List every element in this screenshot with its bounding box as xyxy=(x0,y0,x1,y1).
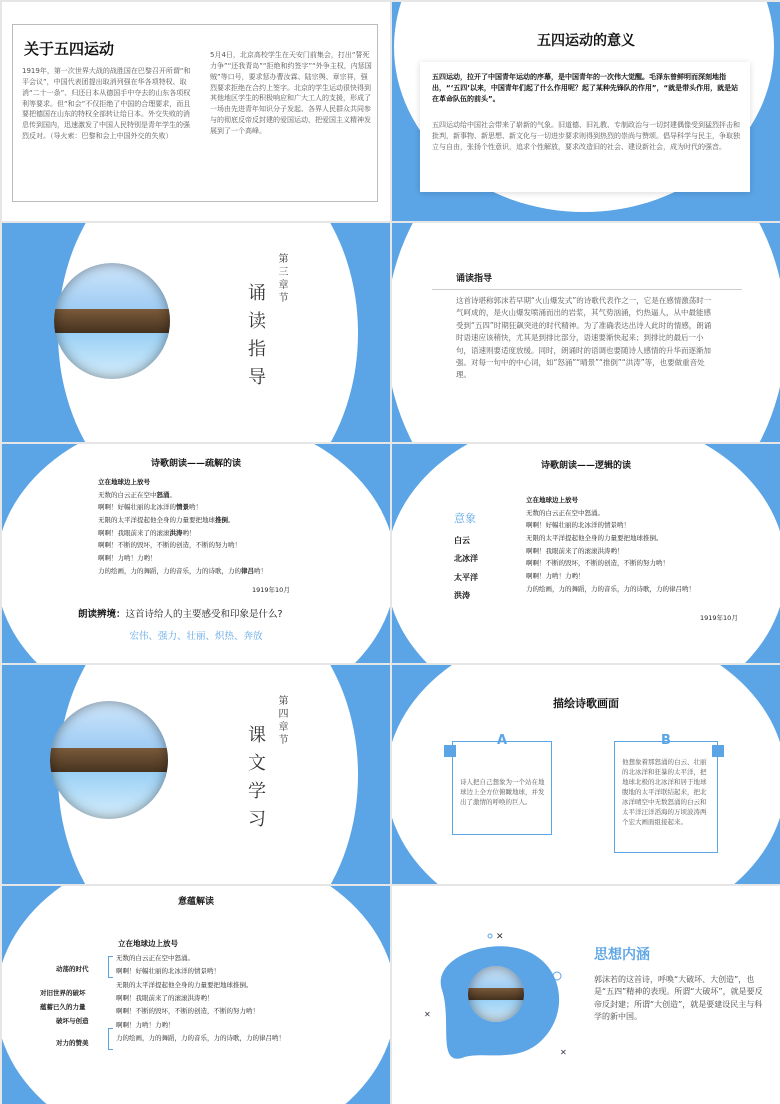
poem-title: 立在地球边上放号 xyxy=(118,939,178,948)
poem-date: 1919年10月 xyxy=(252,586,290,594)
deco-circle xyxy=(553,972,561,980)
slide-significance[interactable] xyxy=(392,2,780,221)
bold-quote: 五四运动，拉开了中国青年运动的序幕，是中国青年的一次伟大觉醒。毛泽东曾鲜明而深刻地指出，“‘五四’以来，中国青年们起了什么作用呢？起了某种先锋队的作用”，“就是带头作用，就是站在革命队伍的前头”。 xyxy=(432,73,739,104)
right-paragraph: 5月4日，北京高校学生在天安门前集会，打出“誓死力争”“还我青岛”“拒绝和约签字”“外争主权，内惩国贼”等口号，要求惩办曹汝霖、陆宗舆、章宗祥，强烈要求拒绝在合约上签字。北京的学生运动很快得到其他地区学生的积极响应和广大工人的支援，形成了一场由先进青年知识分子发起、各界人民群众共同参与的彻底反帝反封建的爱国运动，把爱国主义精神发展到了一个高峰。 xyxy=(210,51,372,135)
imagery-item: 白云 xyxy=(454,536,470,545)
annotation-label: 对旧世界的破坏 xyxy=(40,989,86,997)
body-text: 这首诗堪称郭沫若早期“火山爆发式”的诗歌代表作之一，它是在感情激荡时一气呵成的，是火山爆发喷涌而出的岩浆，其气势汹涌，灼热逼人，从中最能感受到“五四”时期狂飙突进的时代精神。为了准确表达出诗人此时的情感，朗诵时语速应该稍快，尤其是到排比部分，语速要渐快起来；到排比的最后一小句，语速则要适度放缓。同时，朗诵时的语调也要随诗人感情的升华而逐渐加强。对每一句中的中心词，如“怒涌”“晴景”“推倒”“洪涛”等，也要做重音处理。 xyxy=(456,296,712,380)
answer-text: 宏伟、强力、壮丽、炽热、奔放 xyxy=(129,631,263,642)
poem-line: 无数的白云正在空中怒涌。 xyxy=(526,508,604,517)
poem-line: 啊啊！我眼前来了的滚滚洪涛哟！ xyxy=(526,546,624,555)
annotation-label: 动荡的时代 xyxy=(56,965,89,973)
imagery-item: 洪涛 xyxy=(454,591,470,601)
slide-title: 诗歌朗读——疏解的读 xyxy=(150,459,241,469)
imagery-item: 北冰洋 xyxy=(454,554,478,564)
slide-reading-explanatory[interactable] xyxy=(2,444,390,663)
question-text: 这首诗给人的主要感受和印象是什么? xyxy=(125,609,283,620)
poem-line: 啊啊！力哟！力哟！ xyxy=(98,554,157,563)
title-underline xyxy=(432,289,742,290)
body-text: 五四运动给中国社会带来了崭新的气象。旧道德、旧礼教、专制政治与一切封建偶像受到猛烈抨击和批判，新事物、新思想、新文化与一切进步要求则得到热烈的崇尚与赞颂。倡导科学与民主，争取独立与自由，张扬个性意识，追求个性解放，要求改造旧的社会、建设新社会，成为时代的强音。 xyxy=(432,121,740,151)
annotation-label: 对力的赞美 xyxy=(56,1039,89,1047)
slide-about-may-fourth[interactable] xyxy=(2,2,390,221)
chapter-label: 第三章节 xyxy=(276,253,287,305)
deco-circle xyxy=(488,934,492,938)
body-text: 郭沫若的这首诗，呼唤“大破坏、大创造”，也是“五四”精神的表现。所谓“大破坏”，就是要反帝反封建；所谓“大创造”，就是要建设民主与科学的新中国。 xyxy=(594,975,763,1022)
poem-line: 啊啊！力哟！力哟！ xyxy=(526,572,585,581)
poem-line: 啊啊！不断的毁坏，不断的创造，不断的努力哟！ xyxy=(116,1007,259,1016)
slide-thought-connotation[interactable] xyxy=(392,886,780,1104)
sparkle-icon: ✕ xyxy=(496,932,504,942)
poem-date: 1919年10月 xyxy=(700,614,738,622)
poem-line: 无数的白云正在空中怒涌。 xyxy=(116,954,194,962)
left-paragraph: 1919年，第一次世界大战的战胜国在巴黎召开所谓“和平会议”，中国代表团提出取消列强在华各项特权、取消“二十一条”、归还日本从德国手中夺去的山东各项权利等要求。但“和会”不仅拒绝了中国的合理要求，而且要把德国在山东的特权全部转让给日本。外交失败的消息传到国内，迅速激发了中国人民特别是青年学生的强烈反对。（导火索：巴黎和会上中国外交的失败） xyxy=(22,67,191,141)
slide-chapter-four[interactable] xyxy=(2,665,390,884)
poem-line: 无限的太平洋提起他全身的力量要把地球推倒。 xyxy=(116,980,253,989)
poem-line: 无限的太平洋提起他全身的力量要把地球推倒。 xyxy=(98,516,235,525)
poem xyxy=(526,494,756,595)
chapter-title: 诵读指导 xyxy=(245,283,266,395)
slide-title: 诵读指导 xyxy=(456,274,493,284)
crystal-ball-image xyxy=(50,701,168,819)
sparkle-icon: ✕ xyxy=(424,1010,431,1019)
poem-line: 啊啊！不断的毁坏，不断的创造，不断的努力哟！ xyxy=(98,541,241,550)
card-b-letter: B xyxy=(661,733,671,748)
card-b-text: 他想象着那怒涌的白云、壮丽的北冰洋和狂暴的太平洋，把地球北极的北冰洋和居于地球腹地的太平洋联结起来，把北冰洋晴空中无数怒涌的白云和太平洋汪洋滔海的万顷波涛两个宏大画面组接起来。 xyxy=(622,758,707,827)
poem-line: 力的绘画，力的舞蹈，力的音乐，力的诗歌，力的律吕哟！ xyxy=(116,1033,285,1042)
slide-title: 诗歌朗读——逻辑的读 xyxy=(540,461,631,471)
annotation-label: 破坏与创造 xyxy=(56,1017,89,1025)
crystal-ball-image xyxy=(468,966,524,1022)
poem-title: 立在地球边上放号 xyxy=(526,496,578,504)
poem-line: 啊啊！不断的毁坏，不断的创造，不断的努力哟！ xyxy=(526,559,669,568)
card-a-letter: A xyxy=(496,733,508,748)
slide-meaning-interpretation[interactable] xyxy=(2,886,390,1104)
question xyxy=(78,606,283,620)
bracket xyxy=(108,1028,113,1050)
slide-depict-scene[interactable] xyxy=(392,665,780,884)
imagery-label: 意象 xyxy=(454,512,476,525)
slide-title: 思想内涵 xyxy=(594,947,650,963)
poem-line: 无限的太平洋提起他全身的力量要把地球推倒。 xyxy=(526,534,663,543)
slide-reading-logical[interactable] xyxy=(392,444,780,663)
slide-chapter-three[interactable] xyxy=(2,223,390,442)
poem-line: 啊啊！我眼前来了的滚滚洪涛哟！ xyxy=(116,993,214,1002)
slide-reading-guide[interactable] xyxy=(392,223,780,442)
poem-line: 无数的白云正在空中怒涌。 xyxy=(98,490,176,499)
question-label: 朗读辨境： xyxy=(78,609,126,620)
sparkle-icon: ✕ xyxy=(560,1048,567,1057)
slide-title: 关于五四运动 xyxy=(24,40,115,58)
poem-line: 啊啊！好幅壮丽的北冰洋的情景哟！ xyxy=(116,967,220,976)
imagery-list xyxy=(454,532,478,606)
chapter-title: 课文学习 xyxy=(245,725,266,837)
annotation-label: 蕴蓄已久的力量 xyxy=(40,1003,86,1011)
poem-title: 立在地球边上放号 xyxy=(98,478,150,486)
bracket xyxy=(108,956,113,978)
poem-line: 力的绘画，力的舞蹈，力的音乐，力的诗歌，力的律吕哟！ xyxy=(98,566,267,575)
imagery-item: 太平洋 xyxy=(454,572,478,582)
poem-line: 啊啊！我眼前来了的滚滚洪涛哟！ xyxy=(98,528,196,537)
poem-line: 啊啊！好幅壮丽的北冰洋的情景哟！ xyxy=(526,521,630,530)
slide-title: 五四运动的意义 xyxy=(537,33,635,49)
poem-line: 啊啊！力哟！力哟！ xyxy=(116,1020,175,1029)
poem-line: 力的绘画，力的舞蹈，力的音乐，力的诗歌，力的律吕哟！ xyxy=(526,584,695,593)
poem xyxy=(98,476,298,577)
slide-title: 意蕴解读 xyxy=(177,897,214,907)
slide-title: 描绘诗歌画面 xyxy=(553,697,619,710)
chapter-label: 第四章节 xyxy=(276,695,287,747)
poem xyxy=(116,952,356,1045)
card-a-text: 诗人把自己想象为一个站在地球边上全方位俯瞰地球，并发出了激情的呼唤的巨人。 xyxy=(460,778,545,807)
crystal-ball-image xyxy=(54,263,170,379)
poem-line: 啊啊！好幅壮丽的北冰洋的情景哟！ xyxy=(98,503,202,512)
